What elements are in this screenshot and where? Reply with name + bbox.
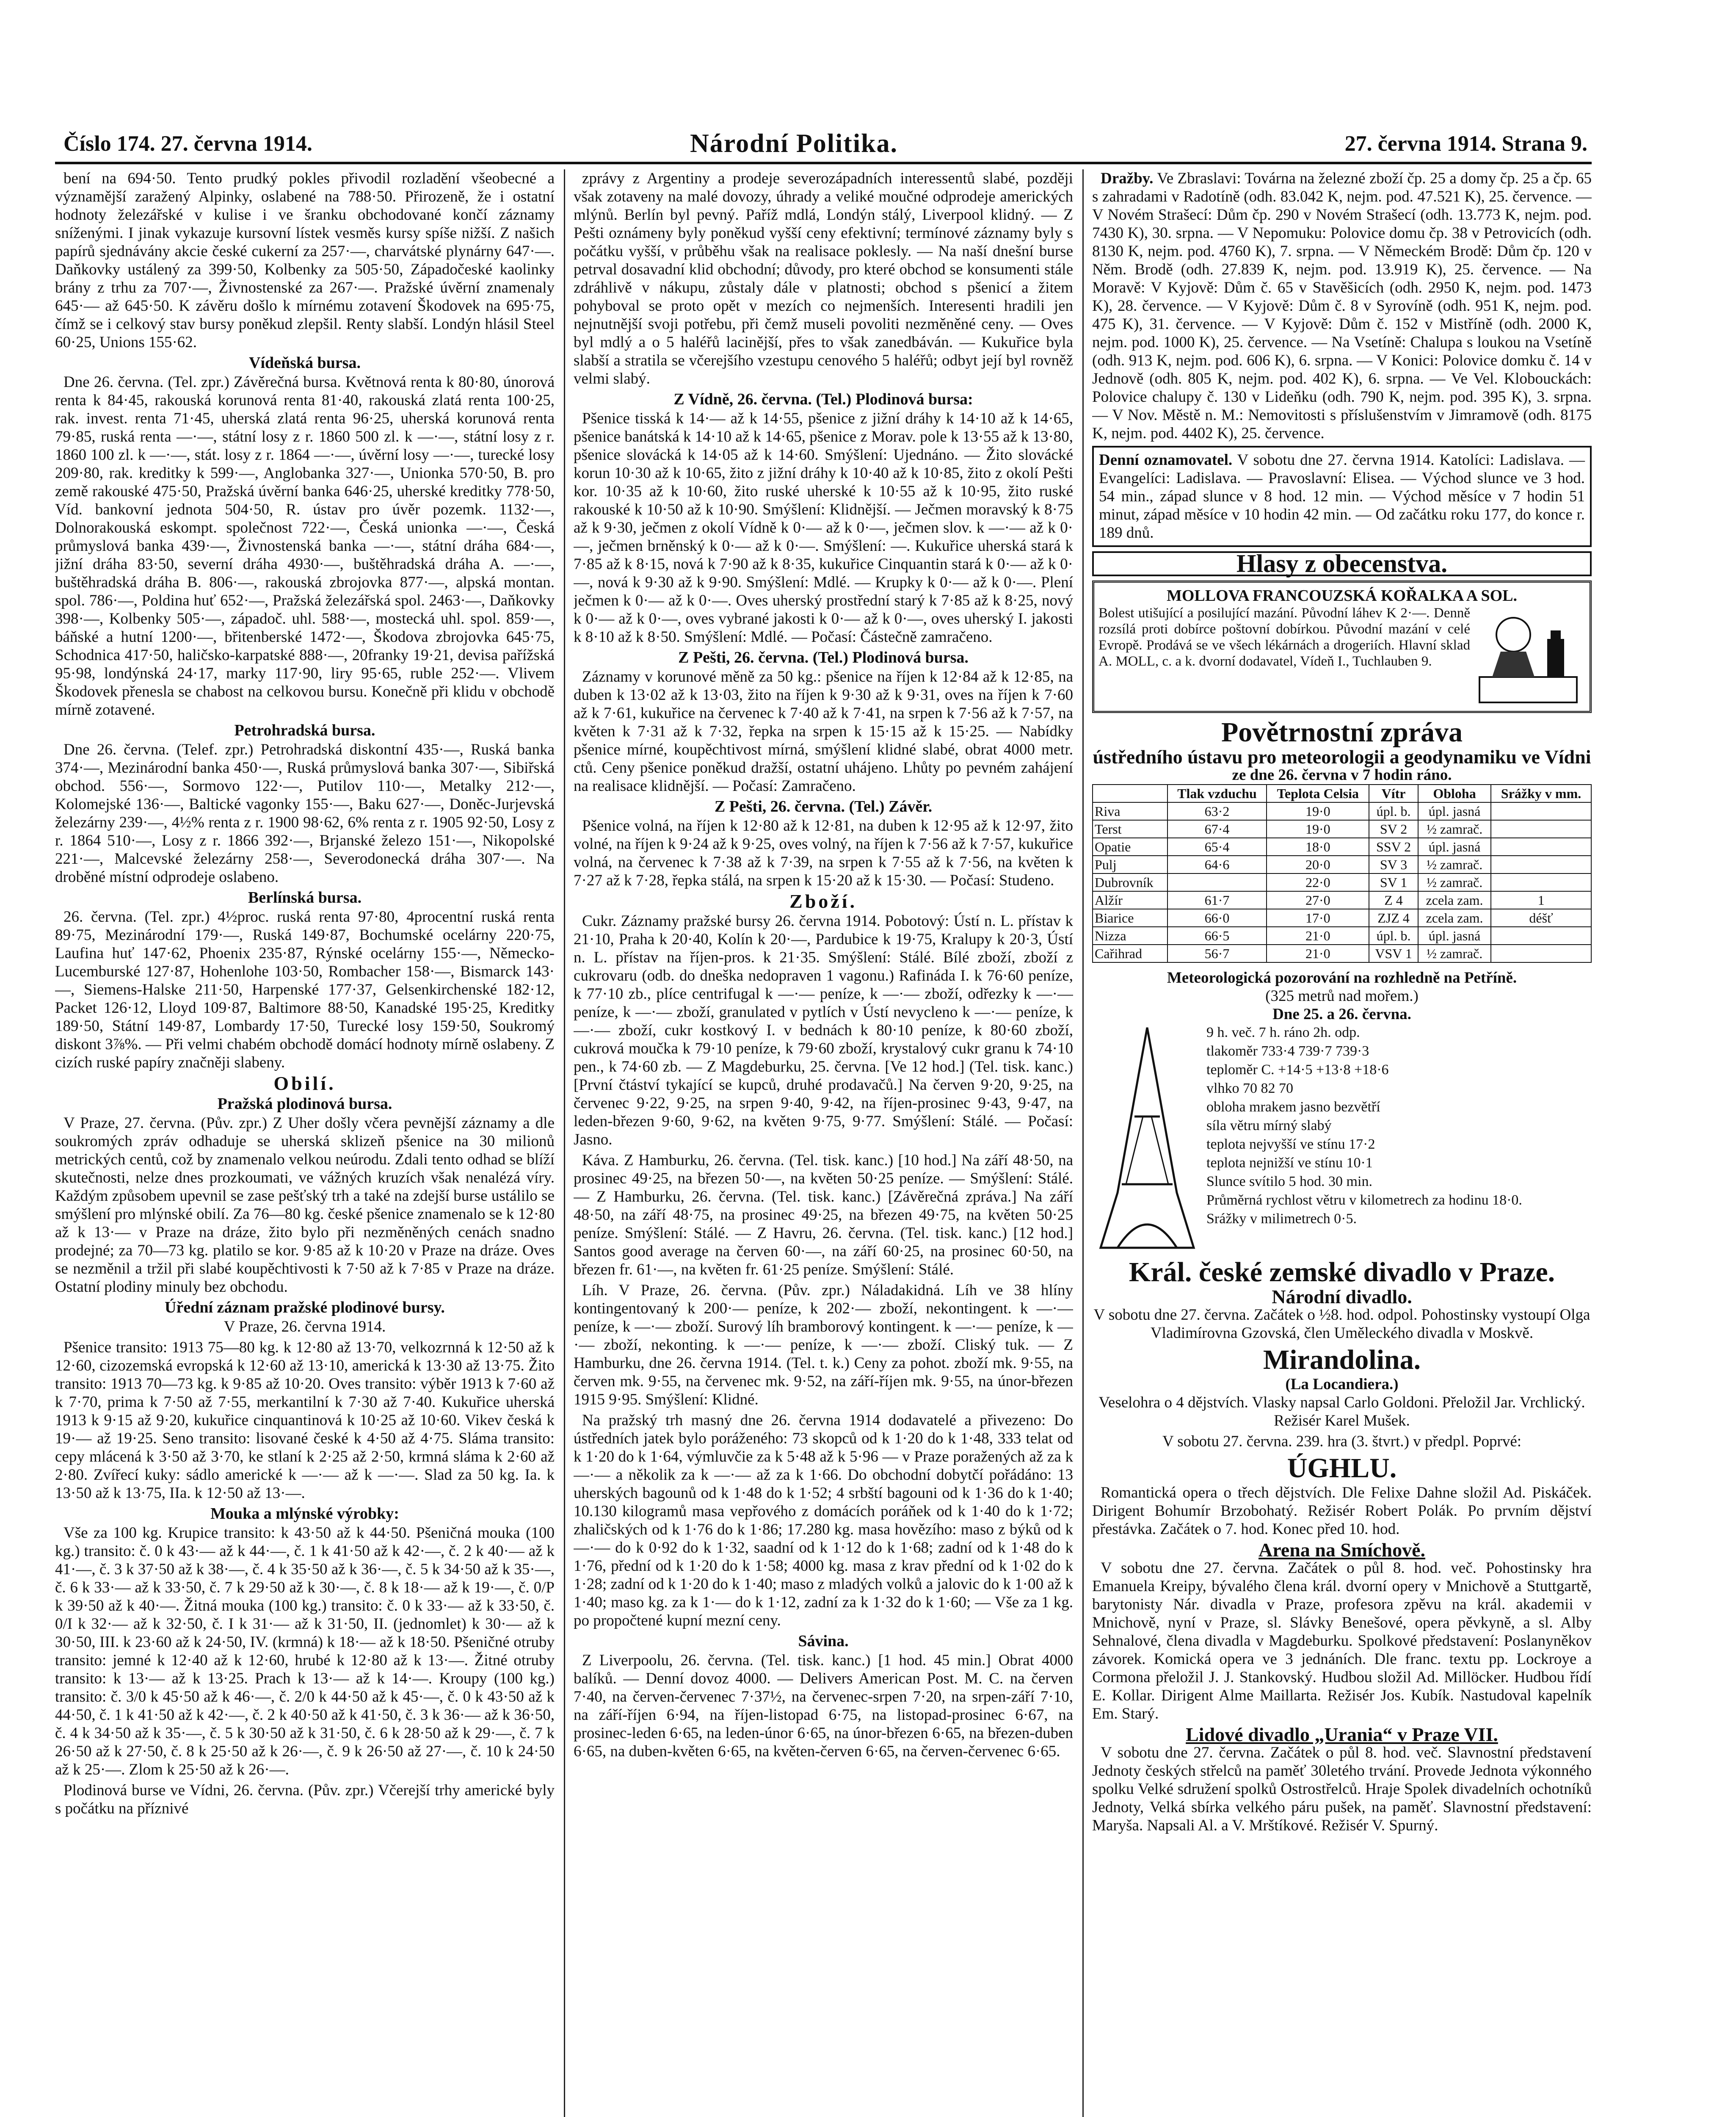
- dateline: V Praze, 26. června 1914.: [224, 1318, 386, 1335]
- paragraph: Dne 26. června. (Tel. zpr.) Závěrečná bursa. Květnová renta k 80·80, únorová renta k 84·45, rakouská korunová renta 81·40, rakouská zlatá renta 100·25, rak. invest. renta 71·45, uherská zlatá renta 96·25, uherská korunová renta 79·85, ruská renta —·—, státní losy z r. 1860 500 zl. k —·—, státní losy z r. 1860 100 zl. k —·—, stát. losy z r. 1864 —·—, úvěrní losy —·—, turecké losy 209·80, rak. kreditky k 599·—, Anglobanka 327·—, Unionka 570·50, B. pro země rakouské 475·50, Pražská úvěrní banka 646·25, uherské kreditky 778·50, Víd. bankovní jednota 504·50, R. ústav pro úvěr pozemk. 1132·—, Dolnorakouská eskompt. společnost 722·—, Česká unionka —·—, Česká průmyslová banka 439·—, Živnostenská banka —·—, státní dráha 684·—, jižní dráha 83·50, severní dráha 4930·—, buštěhradská dráha A. —·—, buštěhradská dráha B. 806·—, rakouská zbrojovka 877·—, alpská montan. spol. 786·—, Poldina huť 652·—, Pražská železářská spol. 2463·—, Daňkovky 398·—, Kolbenky 505·—, západoč. uhl. 588·—, mostecká uhl. spol. 859·—, báňské a hutní 1200·—, břitenberské 1472·—, Škodova zbrojovka 645·75, Schodnica 417·50, haličsko-karpatské 888·—, 20franky 19·21, devisa pařížská 95·98, londýnská 24·17, marky 117·90, liry 95·65, ruble 252·—. Vlivem Škodovek přenesla se chabost na celkovou bursu. Konečně při klidu v obchodě mírně zotavené.: [55, 373, 555, 719]
- theatre-subtitle: Národní divadlo.: [1272, 1286, 1412, 1307]
- table-cell: 66·5: [1167, 927, 1267, 945]
- table-cell: VSV 1: [1369, 945, 1418, 962]
- table-cell: 67·4: [1167, 820, 1267, 838]
- column-divider: [564, 169, 565, 2117]
- table-cell: SV 2: [1369, 820, 1418, 838]
- table-row: [1093, 820, 1591, 838]
- table-cell: 18·0: [1267, 838, 1369, 856]
- table-header: [1093, 785, 1167, 802]
- table-cell: SV 3: [1369, 856, 1418, 873]
- table-header: Obloha: [1418, 785, 1491, 802]
- table-cell: 19·0: [1267, 820, 1369, 838]
- section-heading: Mouka a mlýnské výrobky:: [210, 1505, 399, 1523]
- paragraph: V sobotu 27. června. 239. hra (3. štvrt.) v předpl. Poprvé:: [1162, 1433, 1522, 1450]
- paragraph: Romantická opera o třech dějstvích. Dle Felixe Dahne složil Ad. Piskáček. Dirigent Bohumír Brzobohatý. Režisér Robert Polák. Po prvním dějství přestávka. Začátek o 7. hod. Konec před 10. hod.: [1092, 1484, 1592, 1538]
- table-header: Srážky v mm.: [1491, 785, 1591, 802]
- table-cell: ½ zamrač.: [1418, 820, 1491, 838]
- column-2: [574, 169, 1073, 2117]
- table-row: [1093, 802, 1591, 820]
- newspaper-page: [55, 127, 1592, 2117]
- paragraph: bení na 694·50. Tento prudký pokles přivodil rozladění všeobecné a významější zaražený Alpinky, oslabené na 788·50. Přirozeně, že i ostatní hodnoty železářské v kulise i ve šranku obchodované končí záznamy sníženými. I jinak vykazuje kursovní lístek vesměs kursy spíše nižší. Z našich papírů sjednávány akcie české cukerní za 257·—, charvátské plynárny 647·—. Daňkovky ustálený za 399·50, Kolbenky za 505·50, Západočeské kaolinky brány z trhu za 707·—, Živnostenské za 267·—. Pražské úvěrní znamenaly 645·— až 645·50. K závěru došlo k mírnému zotavení Škodovek na 695·75, čímž se i celkový stav bursy poněkud zlepšil. Renty slabší. Londýn hlásil Steel 60·25, Unions 155·62.: [55, 170, 555, 351]
- table-row: [1093, 838, 1591, 856]
- daily-notice-box: [1092, 446, 1592, 547]
- observation-subtitle: (325 metrů nad mořem.): [1265, 987, 1419, 1005]
- paragraph: Káva. Z Hamburku, 26. června. (Tel. tisk. kanc.) [10 hod.] Na září 48·50, na prosinec 49·25, na březen 50·—, na květen 50·25 peníze. — Smýšlení: Stálé. — Z Hamburku, 26. června. (Tel. tisk. kanc.) [Závěrečná zpráva.] Na září 48·50, na září 48·75, na prosinec 49·25, na březen 49·75, na květen 50·25 peníze. Smýšlení: Stálé. — Z Havru, 26. června. (Tel. tisk. kanc.) [12 hod.] Santos good average na červen 60·—, na září 60·25, na prosinec 60·50, na březen fr. 61·—, na květen fr. 61·25 peníze. Smýšlení: Stálé.: [574, 1152, 1073, 1278]
- ad-text: Bolest utišující a posilující mazání. Původní láhev K 2·—. Denně rozsílá proti dobírce poštovní dobírkou. Původní mazání v celé Evropě. Prodává se ve všech lékárnách a drogeriích. Hlavní sklad A. MOLL, c. a k. dvorní dodavatel, Vídeň I., Tuchlauben 9.: [1098, 605, 1470, 669]
- observation-line: síla větru mírný slabý: [1206, 1118, 1332, 1133]
- table-cell: úpl. jasná: [1418, 838, 1491, 856]
- section-heading: Berlínská bursa.: [248, 889, 362, 906]
- table-cell: 21·0: [1267, 927, 1369, 945]
- observation-readings: [1206, 1023, 1592, 1252]
- table-cell: ½ zamrač.: [1418, 945, 1491, 962]
- table-cell: Cařihrad: [1093, 945, 1167, 962]
- section-heading: Vídeňská bursa.: [249, 354, 361, 372]
- table-cell: 22·0: [1267, 873, 1369, 891]
- paragraph: Pšenice transito: 1913 75—80 kg. k 12·80 až 13·70, velkozrnná k 12·50 až k 12·60, cizozemská evropská k 12·60 až 13·10, americká k 13·30 až 13·75. Žito transito: 1913 70—73 kg. k 9·85 až 10·20. Oves transito: výběr 1913 k 7·60 až k 7·70, prima k 7·50 až 7·55, merkantilní k 7·30 až 7·40. Kukuřice uherská 1913 k 9·15 až 9·20, kukuřice cinquantinová k 10·25 až 10·60. Vikev česká k 19·— až 19·25. Seno transito: lisované české k 4·50 až 4·75. Sláma transito: cepy mlácená k 3·50 až 3·70, ke stlaní k 2·25 až 2·50, krmná sláma k 2·60 až 2·80. Zvířecí kuky: sádlo americké k —·— až k —·—. Slad za 50 kg. Ia. k 13·50 až k 13·75, IIa. k 12·50 až 13·—.: [55, 1339, 555, 1502]
- paragraph: Vše za 100 kg. Krupice transito: k 43·50 až k 44·50. Pšeničná mouka (100 kg.) transito: č. 0 k 43·— až k 44·—, č. 1 k 41·50 až k 42·—, č. 2 k 40·— až k 41·—, č. 3 k 37·50 až k 38·—, č. 4 k 35·50 až k 36·—, č. 5 k 34·50 až k 35·—, č. 6 k 33·— až k 33·50, č. 7 k 29·50 až k 30·—, č. 8 k 18·— až k 19·—, č. 0/P k 39·50 až k 40·—. Žitná mouka (100 kg.) transito: č. 0 k 33·— až k 33·50, č. 0/I k 32·— až k 32·50, č. I k 31·— až k 31·50, II. (jednomlet) k 30·— až k 30·50, III. k 23·60 až k 24·50, IV. (krmná) k 18·— až k 18·50. Pšeničné otruby transito: jemné k 12·40 až k 12·60, hrubé k 12·80 až k 13·—. Žitné otruby transito: k 13·— až k 13·25. Prach k 13·— až k 14·—. Kroupy (100 kg.) transito: č. 3/0 k 45·50 až k 46·—, č. 2/0 k 44·50 až k 45·—, č. 0 k 43·50 až k 44·50, č. 1 k 41·50 až k 42·—, č. 2 k 40·50 až k 41·50, č. 3 k 36·— až k 36·50, č. 4 k 34·50 až k 35·—, č. 5 k 30·50 až k 31·50, č. 6 k 28·50 až k 29·—, č. 7 k 26·50 až k 27·50, č. 8 k 25·50 až k 26·—, č. 9 k 26·50 až 27·—, č. 10 k 24·50 až k 25·—. Zlom k 25·50 až k 26·—.: [55, 1524, 555, 1778]
- observation-dates: Dne 25. a 26. června.: [1272, 1006, 1411, 1023]
- table-cell: Biarice: [1093, 909, 1167, 927]
- section-heading: Denní oznamovatel.: [1099, 451, 1233, 469]
- masthead: Národní Politika.: [690, 129, 898, 158]
- section-heading: Petrohradská bursa.: [234, 721, 375, 739]
- table-row: [1093, 856, 1591, 873]
- table-header: Tlak vzduchu: [1167, 785, 1267, 802]
- table-cell: SSV 2: [1369, 838, 1418, 856]
- table-cell: [1491, 873, 1591, 891]
- play-subtitle: (La Locandiera.): [1285, 1376, 1399, 1393]
- weather-subtitle: ústředního ústavu pro meteorologii a geodynamiku ve Vídni: [1093, 746, 1591, 768]
- play-title: Mirandolina.: [1263, 1344, 1421, 1375]
- page-info: 27. června 1914. Strana 9.: [1344, 132, 1587, 156]
- paragraph: Cukr. Záznamy pražské bursy 26. června 1914. Pobotový: Ústí n. L. přístav k 21·10, Praha k 20·40, Kolín k 20·—, Pardubice k 19·75, Kralupy k 20·3, Ústí n. L. přístav na říjen-pros. k 21·35. Smýšlení: Stálé. Bílé zboží, zboží z cukrovaru (odb. do dneška nedopraven 1 vagonu.) Rafináda I. k 76·60 peníze, k 77·10 zb., plíce centrifugal k —·— peníze, k —·— zboží, odřezky k —·— peníze, k —·— zboží, granulated v pytlích v Ústí nevycleno k —·— peníze, k —·— zboží, cukr kostkový I. v bednách k 80·10 peníze, k 80·60 zboží, cukrová moučka k 79·10 peníze, k 79·60 zboží, krystalový cukr granu k 74·10 pen., k 74·60 zb. — Z Magdeburku, 25. června. [Ve 12 hod.] (Tel. tisk. kanc.) [První čtáství tykající se kupců, druhé prodavačů.] Na červen 9·20, 9·25, na červenec 9·22, 9·25, na srpen 9·40, 9·42, na říjen-prosinec 9·43, 9·47, na leden-březen 9·60, 9·62, na květen 9·75, 9·77. Smýšlení: Stálé. — Počasí: Jasno.: [574, 912, 1073, 1148]
- table-cell: úpl. b.: [1369, 927, 1418, 945]
- table-cell: 56·7: [1167, 945, 1267, 962]
- table-row: [1093, 945, 1591, 962]
- table-cell: 66·0: [1167, 909, 1267, 927]
- table-cell: Terst: [1093, 820, 1167, 838]
- column-1: [55, 169, 555, 2117]
- petrin-tower-icon: [1092, 1023, 1202, 1252]
- observation-line: vlhko 70 82 70: [1206, 1081, 1293, 1096]
- paragraph: Záznamy v korunové měně za 50 kg.: pšenice na říjen k 12·84 až k 12·85, na duben k 13·02 až k 13·03, žito na říjen k 9·30 až k 9·31, oves na říjen k 7·60 až k 7·61, kukuřice na červenec k 7·40 až k 7·41, na srpen k 7·56 až k 7·57, na květen k 7·31 až k 7·32, řepka na srpen k 15·15 až k 15·25. — Nabídky pšenice mírné, koupěchtivost mírná, smýšlení klidné slabé, obrat 4000 metr. ctů. Ceny pšenice poněkud dražší, ostatní uhájeno. Lhůty po pevném zahájení na realisace klidnější. — Počasí: Zamračeno.: [574, 668, 1073, 795]
- table-cell: [1491, 856, 1591, 873]
- table-cell: [1491, 945, 1591, 962]
- paragraph: Dne 26. června. (Telef. zpr.) Petrohradská diskontní 435·—, Ruská banka 374·—, Mezinárodní banka 450·—, Ruská průmyslová banka 307·—, Sibiřská obchod. 556·—, Sormovo 122·—, Putilov 110·—, Metalky 212·—, Kolomejské 136·—, Baltické vagonky 155·—, Baku 627·—, Doněc-Jurjevská železárny 239·—, 4½% renta z r. 1900 98·62, 6% renta z r. 1905 92·50, Losy z r. 1864 510·—, Losy z r. 1866 392·—, Brjanské železo 151·—, Nikopolské 221·—, Malcevské železárny 258·—, Severodonecká dráha 307·—. Na droběné místní odprodeje oslabeno.: [55, 741, 555, 886]
- page-header: [55, 127, 1592, 161]
- table-cell: [1491, 838, 1591, 856]
- table-cell: Z 4: [1369, 891, 1418, 909]
- section-heading: Z Pešti, 26. června. (Tel.) Plodinová bursa.: [678, 649, 969, 666]
- table-cell: zcela zam.: [1418, 891, 1491, 909]
- paragraph: V sobotu dne 27. června 1914. Katolíci: Ladislava. — Evangelíci: Ladislava. — Pravoslavní: Elisea. — Východ slunce ve 3 hod. 54 min., západ slunce v 8 hod. 12 min. — Východ měsíce v 7 hodin 51 minut, západ měsíce v 10 hodin 42 min. — Od začátku roku 177, do konce r. 189 dnů.: [1099, 451, 1585, 542]
- paragraph: Ve Zbraslavi: Továrna na železné zboží čp. 25 a domy čp. 25 a čp. 65 s zahradami v Radotíně (odh. 83.042 K, nejm. pod. 47.521 K), 25. července. — V Novém Strašecí: Dům čp. 290 v Novém Strašecí (odh. 13.773 K, nejm. pod. 7430 K), 30. srpna. — V Nepomuku: Polovice domu čp. 38 v Petrovicích (odh. 8130 K, nejm. pod. 4760 K), 7. srpna. — V Německém Brodě: Dům čp. 120 v Něm. Brodě (odh. 27.839 K, nejm. pod. 13.919 K), 25. července. — Na Moravě: V Kyjově: Dům č. 65 v Stavěšicích (odh. 2950 K, nejm. pod. 1473 K), 28. července. — V Kyjově: Dům č. 8 v Syrovíně (odh. 951 K, nejm. pod. 475 K), 31. července. — V Kyjově: Dům č. 152 v Mistříně (odh. 2000 K, nejm. pod. 1000 K), 25. července. — Na Vsetíně: Chalupa s loukou na Vsetíně (odh. 913 K, nejm. pod. 606 K), 6. srpna. — V Konici: Polovice domku č. 14 v Jednově (odh. 805 K, nejm. pod. 402 K), 6. srpna. — Ve Vel. Klobouckách: Polovice chalupy č. 130 v Lideňku (odh. 790 K, nejm. pod. 395 K), 3. srpna. — V Nov. Městě n. M.: Nemovitosti s příslušenstvím v Jimramově (odh. 8175 K, nejm. pod. 4402 K), 25. července.: [1092, 170, 1592, 442]
- table-row: [1093, 873, 1591, 891]
- paragraph: Pšenice tisská k 14·— až k 14·55, pšenice z jižní dráhy k 14·10 až k 14·65, pšenice banátská k 14·10 až k 14·65, pšenice z Morav. pole k 13·55 až k 13·80, pšenice slovácká k 14·05 až k 14·60. Smýšlení: Ujednáno. — Žito slovácké korun 10·30 až k 10·65, žito z jižní dráhy k 10·40 až k 10·85, žito z okolí Pešti kor. 10·35 až k 10·60, žito ruské uherské k 10·55 až k 10·95, žito ruské rakouské k 10·50 až k 10·90. Smýšlení: Klidnější. — Ječmen moravský k 8·75 až k 9·30, ječmen z okolí Vídně k 0·— až k 0·—, ječmen slov. k —·— až k 0·—, ječmen brněnský k 0·— až k 0·—. Smýšlení: —. Kukuřice uherská stará k 7·85 až k 8·15, nová k 7·90 až k 8·35, kukuřice Cinquantin stará k 0·— až k 0·—, nová k 9·30 až k 9·90. Smýšlení: Mdlé. — Krupky k 0·— až k 0·—. Plení ječmen k 0·— až k 0·—. Oves uherský prostřední starý k 7·85 až k 8·25, nový k 0·— až k 0·—, oves vybrané jakosti k 0·— až k 0·—, oves uherský I. jakosti k 8·10 až k 8·50. Smýšlení: Mdlé. — Počasí: Částečně zamračeno.: [574, 410, 1073, 646]
- paragraph: Na pražský trh masný dne 26. června 1914 dodavatelé a přivezeno: Do ústředních jatek bylo poráženého: 73 skopců od k 1·20 do k 1·48, 333 telat od k 1·20 do k 1·64, výmluvčie za k 5·48 až k 5·96 — v Praze poražených až za k —·— a několik za k —·— až za k 1·66. Do obchodní dobytčí pořádáno: 13 uherských bagounů od k 1·48 do k 1·52; 4 srbští bagouni od k 1·36 do k 1·40; 10.130 kilogramů masa vepřového z domácích poráňek od k 1·40 do k 1·72; zhaličských od k 1·76 do k 1·86; 17.280 kg. masa hovězího: maso z býků od k —·— do k 0·92 do k 1·32, saadní od k 1·12 do k 1·68; zadní od k 1·48 do k 1·76, přední od k 1·20 do k 1·58; 4000 kg. masa z krav přední od k 1·02 do k 1·28; zadní od k 1·20 do k 1·40; maso z mladých volků a jalovic do k 1·00 až k 1·40; maso kg. za k 1·— do k 1·12, zadní za k 1·32 do k 1·60; — Vše za 1 kg. po propočtené kupní mezní ceny.: [574, 1412, 1073, 1629]
- table-cell: [1167, 873, 1267, 891]
- ad-title: MOLLOVA FRANCOUZSKÁ KOŘALKA A SOL.: [1166, 587, 1518, 605]
- theatre-title: Král. české zemské divadlo v Praze.: [1129, 1257, 1555, 1288]
- table-row: [1093, 891, 1591, 909]
- observation-line: teplota nejnižší ve stínu 10·1: [1206, 1155, 1373, 1171]
- paragraph: Pšenice volná, na říjen k 12·80 až k 12·81, na duben k 12·95 až k 12·97, žito volné, na říjen k 9·24 až k 9·25, oves volný, na říjen k 7·56 až k 7·57, kukuřice volná, na červenec k 7·38 až k 7·39, na srpen k 7·55 až k 7·56, na květen k 7·27 až k 7·28, řepka stálá, na srpen k 15·20 až k 15·30. — Počasí: Studeno.: [574, 817, 1073, 889]
- paragraph: 26. června. (Tel. zpr.) 4½proc. ruská renta 97·80, 4procentní ruská renta 89·75, Mezinárodní 179·—, Ruská 149·87, Bochumské ocelárny 220·75, Laufina huť 147·62, Phoenix 235·87, Rýnské ocelárny 155·—, Německo-Lucemburské 127·87, Hohenlohe 103·50, Rombacher 158·—, Bismarck 143·—, Siemens-Halske 211·50, Harpenské 177·37, Gelsenkirchenské 182·12, Packet 126·12, Lloyd 109·87, Baltimore 88·50, Kanadské 195·25, Kreditky 189·50, Státní 149·87, Lombardy 17·50, Turecké losy 159·50, Soukromý diskont 3⅞%. — Při velmi chabém obchodě domácí hodnoty mírně oslabeny. Z cizích ruské papíry značněji slabeny.: [55, 908, 555, 1071]
- observation-line: Slunce svítilo 5 hod. 30 min.: [1206, 1174, 1372, 1189]
- column-divider: [1082, 169, 1084, 2117]
- table-cell: SV 1: [1369, 873, 1418, 891]
- observation-line: obloha mrakem jasno bezvětří: [1206, 1099, 1380, 1115]
- table-cell: Pulj: [1093, 856, 1167, 873]
- section-heading: Úřední záznam pražské plodinové bursy.: [165, 1299, 445, 1316]
- table-cell: Riva: [1093, 802, 1167, 820]
- arena-title: Arena na Smíchově.: [1259, 1539, 1425, 1561]
- paragraph: V Praze, 27. června. (Pův. zpr.) Z Uher došly včera pevnější záznamy a dle soukromých zpráv odhaduje se uherská sklizeň pšenice na 30 milionů metrických centů, což by znamenalo velkou neúrodu. Zdali tento odhad se blíží skutečnosti, nelze dnes prozkoumati, ve vážných kruzích však nenalézá víry. Každým způsobem upevnil se zase pešťský trh a také na zdejší burse ustálilo se smýšlení pro mlýnské obilí. Za 76—80 kg. české pšenice znamenalo se k 12·80 až k 13·— v Praze na dráze, žito bylo při nezměněných cenách snadno prodejné; za 70—73 kg. platilo se kor. 9·85 až k 10·20 v Praze na dráze. Oves se nezměnil a tržil při slabé koupěchtivosti k 7·50 až k 7·85 v Praze na dráze. Ostatní plodiny minuly bez obchodu.: [55, 1114, 555, 1296]
- paragraph: zprávy z Argentiny a prodeje severozápadních interessentů slabé, později však zotaveny na malé dovozy, úhrady a veliké moučné odprodeje amerických mlýnů. Berlín byl pevný. Paříž mdlá, Londýn stálý, Liverpool klidný. — Z Pešti oznámeny byly poněkud vyšší ceny efektivní; termínové záznamy byly s počátku vyšší, v průběhu však na realisace poklesly. — Na naší dnešní burse petrval dosavadní klid obchodní; důvody, pro které obchod se konsumenti stále zdráhlivě v nákupu, zůstaly dále v platnosti; obchod s pšenicí a žitem pohyboval se proto opět v mezích co nejmenších. Interesenti hradili jen nejnutnější svoji potřebu, při čemž museli povoliti nezměněné ceny. — Oves byl mdlý a o 5 haléřů lacinější, přes to však zanedbáván. — Kukuřice byla slabší a stratila se včerejšího vzestupu cenového 5 haléřů; odbyt její byl rovněž velmi slabý.: [574, 170, 1073, 387]
- table-cell: ½ zamrač.: [1418, 873, 1491, 891]
- weather-table: [1092, 784, 1592, 963]
- header-rule: [55, 162, 1592, 164]
- table-cell: 63·2: [1167, 802, 1267, 820]
- paragraph: Líh. V Praze, 26. června. (Pův. zpr.) Náladakidná. Líh ve 38 hlíny kontingentovaný k 200·— peníze, k 202·— zboží, nekontingent. k —·— peníze, k —·— zboží. Surový líh bramborový kontingent. k —·— peníze, k —·— zboží, nekonting. k —·— peníze, k —·— zboží. Cliský tuk. — Z Hamburku, dne 26. června 1914. (Tel. t. k.) Ceny za pohot. zboží mk. 9·55, na červen mk. 9·55, na červenec mk. 9·52, na září-říjen mk. 9·55, na únor-březen 1915 9·95. Smýšlení: Klidné.: [574, 1282, 1073, 1408]
- observation-line: Průměrná rychlost větru v kilometrech za hodinu 18·0.: [1206, 1192, 1522, 1208]
- table-cell: Nizza: [1093, 927, 1167, 945]
- section-heading: Sávina.: [798, 1632, 849, 1650]
- section-heading: Dražby.: [1101, 170, 1154, 187]
- observation-line: tlakoměr 733·4 739·7 739·3: [1206, 1043, 1369, 1059]
- section-heading: Z Pešti, 26. června. (Tel.) Závěr.: [714, 798, 933, 815]
- observation-line: Srážky v milimetrech 0·5.: [1206, 1211, 1357, 1227]
- table-cell: ½ zamrač.: [1418, 856, 1491, 873]
- table-cell: 65·4: [1167, 838, 1267, 856]
- paragraph: Veselohra o 4 dějstvích. Vlasky napsal Carlo Goldoni. Přeložil Jar. Vrchlický. Režisér Karel Mušek.: [1098, 1394, 1585, 1429]
- table-cell: Alžír: [1093, 891, 1167, 909]
- table-cell: Dubrovník: [1093, 873, 1167, 891]
- observation-line: teploměr C. +14·5 +13·8 +18·6: [1206, 1062, 1389, 1078]
- column-3: [1092, 169, 1592, 2117]
- paragraph: V sobotu dne 27. června. Začátek o ½8. hod. odpol. Pohostinsky vystoupí Olga Vladimírovna Gzovská, člen Uměleckého divadla v Moskvě.: [1093, 1306, 1590, 1342]
- issue-info: Číslo 174. 27. června 1914.: [63, 132, 312, 156]
- table-cell: 64·6: [1167, 856, 1267, 873]
- section-title: Zboží.: [789, 890, 857, 912]
- table-header: Teplota Celsia: [1267, 785, 1369, 802]
- table-cell: úpl. jasná: [1418, 927, 1491, 945]
- table-cell: úpl. b.: [1369, 802, 1418, 820]
- table-cell: déšť: [1491, 909, 1591, 927]
- table-cell: 20·0: [1267, 856, 1369, 873]
- table-cell: [1491, 802, 1591, 820]
- table-cell: [1491, 820, 1591, 838]
- table-row: [1093, 927, 1591, 945]
- table-cell: 19·0: [1267, 802, 1369, 820]
- table-row: [1093, 909, 1591, 927]
- observation-line: 9 h. več. 7 h. ráno 2h. odp.: [1206, 1025, 1360, 1040]
- urania-title: Lidové divadlo „Urania“ v Praze VII.: [1186, 1724, 1498, 1745]
- ad-illustration-icon: [1475, 605, 1585, 707]
- observation-title: Meteorologická pozorování na rozhledně na Petříně.: [1167, 969, 1517, 987]
- table-cell: 1: [1491, 891, 1591, 909]
- section-heading: Pražská plodinová bursa.: [217, 1095, 392, 1113]
- weather-date: ze dne 26. června v 7 hodin ráno.: [1232, 766, 1452, 784]
- table-cell: zcela zam.: [1418, 909, 1491, 927]
- table-cell: úpl. jasná: [1418, 802, 1491, 820]
- paragraph: Plodinová burse ve Vídni, 26. června. (Pův. zpr.) Včerejší trhy americké byly s počátku na příznivé: [55, 1782, 555, 1817]
- play-title: ÚGHLU.: [1287, 1453, 1397, 1484]
- paragraph: Z Liverpoolu, 26. června. (Tel. tisk. kanc.) [1 hod. 45 min.] Obrat 4000 balíků. — Denní dovoz 4000. — Delivers American Post. M. C. na červen 7·40, na červen-červenec 7·37½, na červenec-srpen 7·20, na srpen-září 7·10, na září-říjen 6·94, na říjen-listopad 6·75, na listopad-prosinec 6·67, na prosinec-leden 6·65, na leden-únor 6·65, na únor-březen 6·65, na březen-duben 6·65, na duben-květen 6·65, na květen-červen 6·65, na červen-červenec 6·65.: [574, 1652, 1073, 1760]
- table-header: Vítr: [1369, 785, 1418, 802]
- table-cell: Opatie: [1093, 838, 1167, 856]
- section-title: Obilí.: [273, 1072, 336, 1094]
- table-cell: [1491, 927, 1591, 945]
- table-cell: 61·7: [1167, 891, 1267, 909]
- advertisement: [1092, 580, 1592, 713]
- table-cell: 17·0: [1267, 909, 1369, 927]
- weather-title: Povětrnostní zpráva: [1221, 717, 1463, 748]
- table-cell: 21·0: [1267, 945, 1369, 962]
- section-banner: Hlasy z obecenstva.: [1092, 551, 1592, 576]
- paragraph: V sobotu dne 27. června. Začátek o půl 8. hod. več. Slavnostní představení Jednoty českých střelců na paměť 30letého trvání. Provede Jednota výkonného spolku Velké sdružení spolků Ostrostřelců. Hraje Spolek divadelních ochotníků Jednoty, Velká sbírka velkého páru pušek, na paměť. Slavnostní představení: Maryša. Napsali Al. a V. Mrštíkové. Režisér V. Spurný.: [1092, 1744, 1592, 1834]
- table-cell: 27·0: [1267, 891, 1369, 909]
- table-cell: ZJZ 4: [1369, 909, 1418, 927]
- section-heading: Z Vídně, 26. června. (Tel.) Plodinová bursa:: [673, 390, 973, 408]
- paragraph: V sobotu dne 27. června. Začátek o půl 8. hod. več. Pohostinsky hra Emanuela Kreipy, bývalého člena král. dvorní opery v Mnichově a Stuttgartě, barytonisty Nár. divadla v Praze, profesora zpěvu na král. akademii v Mnichově, nyní v Praze, sl. Slávky Benešové, opera pěvkyně, a sl. Alby Sehnalové, člena divadla v Magdeburku. Spolkové představení: Poslanyněkov závorek. Komická opera ve 3 jednáních. Dle franc. textu pp. Lockroye a Cormona přeložil J. J. Stankovský. Hudbou složil Ad. Millöcker. Hudbou řídí E. Kollar. Dirigent Alme Maillarta. Režisér Jos. Kubík. Nastudoval kapelník Em. Starý.: [1092, 1559, 1592, 1722]
- observation-line: teplota nejvyšší ve stínu 17·2: [1206, 1136, 1375, 1152]
